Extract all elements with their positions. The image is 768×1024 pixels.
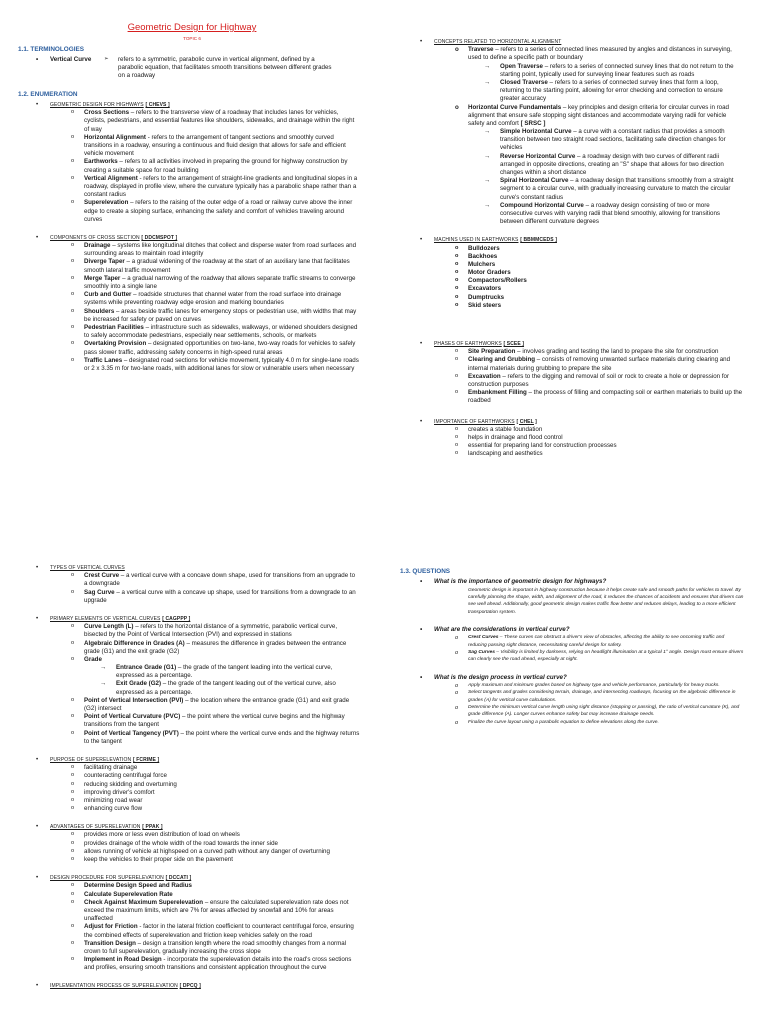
section-code: [ PPAK ]: [142, 824, 163, 831]
item-text: – refers to all activities involved in preparing the ground for highway construction by creating a suitable space for road building: [84, 158, 348, 174]
types-vc-list: [84, 572, 360, 605]
hcf-code: [ SRSC ]: [520, 119, 546, 127]
item-text: – consists of removing unwanted surface materials during clearing and internal materials during grubbing to prepare the site: [468, 356, 731, 372]
item-term: Excavation: [468, 372, 501, 380]
answer-3-list: [468, 682, 744, 726]
design-se-list: [84, 882, 360, 972]
design-item: [84, 882, 360, 890]
types-vc-item: [84, 589, 360, 605]
item-text: – infrastructure such as sidewalks, walkways, or widened shoulders designed to safely accommodate pedestrians, especially near settlements, schools, or markets: [84, 323, 358, 340]
document-title: Geometric Design for Highway: [127, 22, 257, 33]
item-text: – roadside structures that channel water from the road surface into drainage systems while preventing roadway edge erosion and marking boundaries: [84, 291, 342, 307]
item-text: – the grade of the tangent leading into the vertical curve, expressed as a percentage.: [116, 664, 333, 680]
item-term: Transition Design: [84, 939, 136, 947]
item-term: Algebraic Difference in Grades (A): [84, 639, 185, 647]
purpose-item: o counteracting centrifugal force: [84, 772, 360, 780]
elements-list-a: [84, 623, 360, 664]
section-title: PURPOSE OF SUPERELEVATION: [50, 756, 132, 763]
hcf-list: [500, 128, 744, 226]
cross-section-item: [84, 308, 360, 324]
item-term: Compound Horizontal Curve: [500, 201, 584, 209]
phase-item: [468, 348, 744, 356]
answer-3-item: o Select tangents and grades considering terrain, drainage, and intersecting roadways, focusing on the algebraic difference in grades (A) for vertical curve calculations.: [468, 689, 744, 704]
item-text: - factor in the lateral friction coefficient to counteract centrifugal force, ensuring the combined effects of superelevation and friction keep vehicles safely on the road: [84, 923, 354, 939]
purpose-item: o enhancing curve flow: [84, 805, 360, 813]
element-item: [84, 623, 360, 639]
answer-2-list: [468, 634, 744, 663]
traverse-sub-item: [500, 63, 744, 79]
item-text: – refers to the digging and removal of soil or rock to create a hole or depression for construction purposes: [468, 372, 730, 388]
item-term: Merge Taper: [84, 274, 121, 282]
item-term: Simple Horizontal Curve: [500, 128, 572, 136]
section-phases: [434, 340, 768, 348]
item-term: Curb and Gutter: [84, 291, 132, 299]
item-term: Spiral Horizontal Curve: [500, 177, 569, 185]
machines-list: [468, 245, 744, 311]
item-term: Reverse Horizontal Curve: [500, 152, 576, 160]
machine-item: o Compactors/Rollers: [468, 277, 744, 285]
section-code: [ SCEE ]: [503, 341, 525, 347]
item-text: – a gradual narrowing of the roadway that allows separate traffic streams to converge smoothly into a single lane: [84, 274, 356, 290]
item-text: – the process of filling and compacting soil or earthen materials to build up the roadbed: [468, 389, 743, 405]
item-text: – refers to the raising of the outer edge of a road or railway curve above the inner edge to create a sloping surface, enhancing the safety and comfort of vehicles traveling around curves: [84, 199, 353, 223]
section-code: [ FCRIME ]: [132, 756, 160, 763]
section-code: [ DDCMSPOT ]: [141, 234, 178, 241]
cross-section-item: [84, 258, 360, 274]
element-item: [84, 656, 360, 664]
grade-sub-item: [116, 664, 360, 680]
section-title: COMPONENTS OF CROSS SECTION: [50, 234, 140, 241]
cross-section-item: [84, 275, 360, 291]
machine-item: o Backhoes: [468, 253, 744, 261]
item-term: Crest Curve: [84, 572, 120, 580]
importance-item: o helps in drainage and flood control: [468, 434, 744, 442]
traverse-term: Traverse: [468, 46, 494, 54]
advantages-se-list: [84, 831, 360, 864]
term-vertical-curve: [50, 56, 384, 81]
item-text: – a roadway design that transitions smoothly from a straight segment to a circular curve, with gradually increasing curvature to match the circular curve's constant radius: [500, 177, 734, 201]
section-code: [ CHEL ]: [516, 418, 537, 425]
advantage-item: o allows running of vehicle at highspeed on a curved path without any danger of overturning: [84, 848, 360, 856]
enumeration-heading: 1.2. ENUMERATION: [18, 90, 78, 98]
item-text: – systems like longitudinal ditches that collect and disperse water from road surfaces and surrounding areas to maintain road integrity: [84, 242, 357, 258]
question-2: • What are the considerations in vertical curve?: [434, 626, 768, 634]
hcf-item: o Horizontal Curve Fundamentals – key principles and design criteria for circular curves in road alignment that ensure safe stopping sight distances and accommodate varying radii for vehicle safety and comfort [ SRSC ]: [455, 103, 729, 127]
section-code: [ DCCATI ]: [165, 875, 192, 882]
item-term: Shoulders: [84, 307, 115, 315]
item-term: Curve Length (L): [84, 623, 134, 631]
importance-item: o landscaping and aesthetics: [468, 450, 744, 458]
section-chevs: [50, 101, 384, 109]
page-3: [0, 512, 384, 1024]
questions-heading: 1.3. QUESTIONS: [400, 568, 451, 575]
term-definition: ➢ refers to a symmetric, parabolic curve in vertical alignment, defined by a parabolic equation, that facilitates smooth transitions between different grades on a roadway: [118, 56, 340, 81]
question-3: • What is the design process in vertical curve?: [434, 674, 768, 682]
item-term: Superelevation: [84, 199, 129, 207]
section-title: PHASES OF EARTHWORKS: [434, 341, 502, 347]
chevs-list: [84, 109, 360, 224]
section-elements-vc: [50, 615, 384, 623]
item-text: – designated opportunities on two-lane, two-way roads for vehicles to safely pass slower traffic, addressing safety concerns in high-speed rural areas: [84, 340, 356, 356]
purpose-item: o minimizing road wear: [84, 797, 360, 805]
traverse-sub-item: [500, 79, 744, 104]
section-importance: [434, 418, 768, 426]
item-text: – a roadway design consisting of two or more consecutive curves with varying radii that blend smoothly, allowing for transitions between different curvature degrees: [500, 201, 720, 226]
item-term: Earthworks: [84, 158, 118, 166]
item-text: – areas beside traffic lanes for emergency stops or pedestrian use, with widths that may be increased for safety or paved on curves: [84, 307, 357, 323]
section-machines: [434, 236, 768, 244]
item-term: Point of Vertical Tangency (PVT): [84, 729, 179, 737]
machine-item: o Bulldozers: [468, 245, 744, 253]
answer-3-item: o Finalize the curve layout using a parabolic equation to define elevations along the curve.: [468, 719, 744, 726]
item-text: – Visibility is limited by darkness, relying on headlight illumination at a typical 1° angle. Design must ensure drivers can clearly see the road ahead, especially at night.: [468, 649, 744, 663]
element-item: [84, 713, 360, 729]
importance-item: o creates a stable foundation: [468, 426, 744, 434]
item-term: Traffic Lanes: [84, 356, 123, 364]
item-text: - refers to the arrangement of tangent sections and smoothly curved transitions in a roadway, ensuring a continuous and fluid design that allows for safe and efficient vehicle movement: [84, 133, 346, 158]
item-term: Crest Curves: [468, 635, 499, 641]
item-text: – refers to a series of connected survey lines that form a loop, returning to the starting point, allowing for error checking and correction to ensure greater accuracy: [500, 78, 723, 103]
purpose-se-list: [84, 764, 360, 813]
section-advantages-se: [50, 823, 384, 831]
cross-section-list: [84, 242, 360, 373]
section-cross-section: [50, 234, 384, 242]
design-item: [84, 940, 360, 956]
item-text: – refers to the horizontal distance of a symmetric, parabolic vertical curve, bisected by the Point of Vertical Intersection (PVI) and expressed in stations: [84, 623, 338, 639]
section-title: ADVANTAGES OF SUPERELEVATION: [50, 824, 141, 831]
item-term: Site Preparation: [468, 348, 516, 356]
element-item: [84, 640, 360, 656]
section-code: [ CAGPPP ]: [162, 615, 191, 622]
section-title: CONCEPTS RELATED TO HORIZONTAL ALIGNMENT: [434, 39, 562, 45]
section-types-vc: [50, 564, 384, 572]
importance-list: [468, 426, 744, 459]
item-term: Entrance Grade (G1): [116, 664, 177, 672]
terminologies-heading: 1.1. TERMINOLOGIES: [18, 45, 85, 53]
traverse-text: – refers to a series of connected lines measured by angles and distances in surveying, used to define a specific path or boundary: [468, 46, 732, 62]
phase-item: [468, 373, 744, 389]
item-term: Diverge Taper: [84, 258, 125, 266]
chevs-item: [84, 175, 360, 200]
types-vc-item: [84, 572, 360, 588]
item-text: – a vertical curve with a concave down shape, used for transitions from an upgrade to a downgrade: [84, 572, 356, 588]
section-horizontal: [434, 38, 768, 46]
item-term: Drainage: [84, 242, 111, 250]
item-term: Implement in Road Design: [84, 956, 162, 964]
section-title: IMPORTANCE OF EARTHWORKS: [434, 418, 515, 425]
purpose-item: o facilitating drainage: [84, 764, 360, 772]
item-term: Open Traverse: [500, 62, 543, 70]
advantage-item: o provides drainage of the whole width of the road towards the inner side: [84, 840, 360, 848]
item-term: Determine Design Speed and Radius: [84, 882, 192, 890]
hcf-sub-item: [500, 153, 744, 178]
section-code: [ DPCQ ]: [179, 983, 201, 990]
page-4: [384, 512, 768, 1024]
item-text: – a gradual widening of the roadway at the start of an auxiliary lane that facilitates smooth lateral traffic movement: [84, 258, 350, 274]
item-text: – the location where the entrance grade (G1) and exit grade (G2) intersect: [84, 696, 350, 712]
importance-item: o essential for preparing land for construction processes: [468, 442, 744, 450]
item-term: Clearing and Grubbing: [468, 356, 536, 364]
design-item: [84, 899, 360, 924]
elements-list-b: [84, 697, 360, 746]
section-title: MACHINS USED IN EARTHWORKS: [434, 237, 519, 244]
item-term: Cross Sections: [84, 109, 130, 117]
item-text: – refers to the transverse view of a roadway that includes lanes for vehicles, cyclists, pedestrians, and essential features like shoulders, sidewalks, and drainage within the right of way: [84, 109, 355, 133]
cross-section-item: [84, 291, 360, 307]
purpose-item: o improving driver's comfort: [84, 789, 360, 797]
cross-section-item: [84, 242, 360, 258]
item-text: – involves grading and testing the land to prepare the site for construction: [515, 348, 719, 356]
section-title: GEOMETRIC DESIGN FOR HIGHWAYS: [50, 102, 144, 109]
answer-2-item: [468, 634, 744, 649]
hcf-text: – key principles and design criteria for circular curves in road alignment that ensure safe stopping sight distances and accommodate varying radii for vehicle safety and comfort: [468, 103, 729, 127]
chevs-item: [84, 109, 360, 134]
section-title: IMPLEMENTATION PROCESS OF SUPERELEVATION: [50, 983, 178, 990]
design-item: [84, 923, 360, 939]
phase-item: [468, 389, 744, 405]
item-term: Check Against Maximum Superelevation: [84, 898, 204, 906]
item-term: Closed Traverse: [500, 78, 548, 86]
answer-3-item: o Apply maximum and minimum grades based on highway type and vehicle performance, particularly for heavy trucks.: [468, 682, 744, 689]
section-title: PRIMARY ELEMENTS OF VERTICAL CURVES: [50, 615, 161, 622]
item-text: – a curve with a constant radius that provides a smooth transition between two straight road sections, facilitating safe direction changes for vehicles: [500, 128, 726, 152]
answer-2-item: [468, 649, 744, 664]
item-term: Pedestrian Facilities: [84, 323, 144, 331]
machine-item: o Mulchers: [468, 261, 744, 269]
element-item: [84, 697, 360, 713]
traverse-list: [500, 63, 744, 104]
item-text: – design a transition length where the road smoothly changes from a normal crown to full superelevation, gradually increasing the cross slope: [84, 939, 347, 955]
item-text: – measures the difference in grades between the entrance grade (G1) and the exit grade (G2): [84, 639, 347, 655]
item-text: - refers to the arrangement of straight-line gradients and longitudinal slopes in a roadway, displayed in profile view, where the curvature typically has a parabolic shape rather than a constant radius: [84, 174, 358, 199]
chevs-item: [84, 199, 360, 224]
hcf-sub-item: [500, 128, 744, 153]
item-term: Point of Vertical Intersection (PVI): [84, 696, 184, 704]
chevs-item: [84, 158, 360, 174]
term-label: • Vertical Curve: [50, 56, 100, 81]
item-term: Vertical Alignment: [84, 174, 138, 182]
advantage-item: o keep the vehicles to their proper side on the pavement: [84, 856, 360, 864]
item-term: Adjust for Friction: [84, 923, 138, 931]
item-text: – the point where the vertical curve ends and the highway returns to the tangent: [84, 729, 360, 745]
item-text: – the point where the vertical curve begins and the highway transitions from the tangent: [84, 713, 345, 729]
machine-item: o Excavators: [468, 285, 744, 293]
hcf-sub-item: [500, 202, 744, 227]
item-text: - incorporate the superelevation details into the road's cross sections and profiles, ensuring smooth transitions and consistent application throughout the curve: [84, 956, 352, 972]
item-term: Sag Curves: [468, 649, 495, 655]
section-implementation-se: [50, 982, 384, 990]
document-subtitle: TOPIC 6: [183, 35, 201, 41]
grade-sub-list: [116, 664, 360, 697]
machine-item: o Motor Graders: [468, 269, 744, 277]
item-term: Sag Curve: [84, 588, 115, 596]
page-1: [0, 0, 384, 512]
section-code: [ CHEVS ]: [145, 102, 170, 109]
item-term: Grade: [84, 655, 102, 663]
answer-3-item: o Determine the minimum vertical curve length using sight distance (stopping or passing), the ratio of vertical curvature (K), and grade difference (A). Longer curves enhance safety but may increase drainage needs.: [468, 704, 744, 719]
advantage-item: o provides more or less even distribution of load on wheels: [84, 831, 360, 839]
question-1: • What is the importance of geometric design for highways?: [434, 578, 744, 586]
item-text: – a vertical curve with a concave up shape, used for transitions from a downgrade to an upgrade: [84, 588, 356, 604]
cross-section-item: [84, 324, 360, 340]
chevs-item: [84, 134, 360, 159]
item-text: – ensure the calculated superelevation rate does not exceed the maximum limits, which are 7% for areas affected by snowfall and 10% for areas unaffected: [84, 898, 349, 923]
item-term: Calculate Superelevation Rate: [84, 890, 173, 898]
item-term: Overtaking Provision: [84, 340, 147, 348]
item-text: – designated road sections for vehicle movement, typically 4.0 m for single-lane roads or 2 x 3.35 m for two-lane roads, with additional lanes for slow or vulnerable users when necessary: [84, 356, 359, 372]
item-term: Exit Grade (G2): [116, 680, 162, 688]
section-design-se: [50, 874, 384, 882]
hcf-term: Horizontal Curve Fundamentals: [468, 103, 562, 111]
item-term: Horizontal Alignment: [84, 133, 146, 141]
answer-1: Geometric design is important in highway construction because it helps create safe and smooth paths for vehicles to travel. By carefully planning the shape, width, and alignment of the road, it reduces the chances of accidents and ensures that drivers can see well ahead. Additionally, good geometric design makes traffic flow better and reduces delays, leading to a more efficient transportation system.: [468, 587, 744, 615]
section-title: TYPES OF VERTICAL CURVES: [50, 565, 125, 571]
cross-section-item: [84, 357, 360, 373]
item-term: Point of Vertical Curvature (PVC): [84, 713, 181, 721]
purpose-item: o reducing skidding and overturning: [84, 781, 360, 789]
design-item: [84, 956, 360, 972]
page-2: [384, 0, 768, 512]
section-code: [ BBMMCEDS ]: [520, 237, 557, 244]
machine-item: o Skid steers: [468, 302, 744, 310]
item-text: – These curves can obstruct a driver's view of obstacles, affecting the ability to see oncoming traffic and reducing passing sight distance, necessitating careful design for safety.: [468, 635, 725, 648]
section-purpose-se: [50, 756, 384, 764]
grade-sub-item: [116, 680, 360, 696]
item-text: – a roadway design with two curves of different radii arranged in opposite directions, creating an "S" shape that allows for two direction changes within a short distance: [500, 152, 724, 176]
phases-list: [468, 348, 744, 405]
item-term: Embankment Filling: [468, 389, 527, 397]
design-item: [84, 891, 360, 899]
item-text: – refers to a series of connected survey lines that do not return to the starting point, typically used for surveying linear features such as roads: [500, 62, 734, 78]
element-item: [84, 730, 360, 746]
phase-item: [468, 356, 744, 372]
machine-item: o Dumptrucks: [468, 294, 744, 302]
traverse-item: o Traverse – refers to a series of connected lines measured by angles and distances in surveying, used to define a specific path or boundary: [455, 46, 732, 62]
hcf-sub-item: [500, 177, 744, 202]
cross-section-item: [84, 340, 360, 356]
section-title: DESIGN PROCEDURE FOR SUPERELEVATION: [50, 875, 164, 882]
item-text: – the grade of the tangent leading out of the vertical curve, also expressed as a percentage.: [116, 680, 336, 696]
